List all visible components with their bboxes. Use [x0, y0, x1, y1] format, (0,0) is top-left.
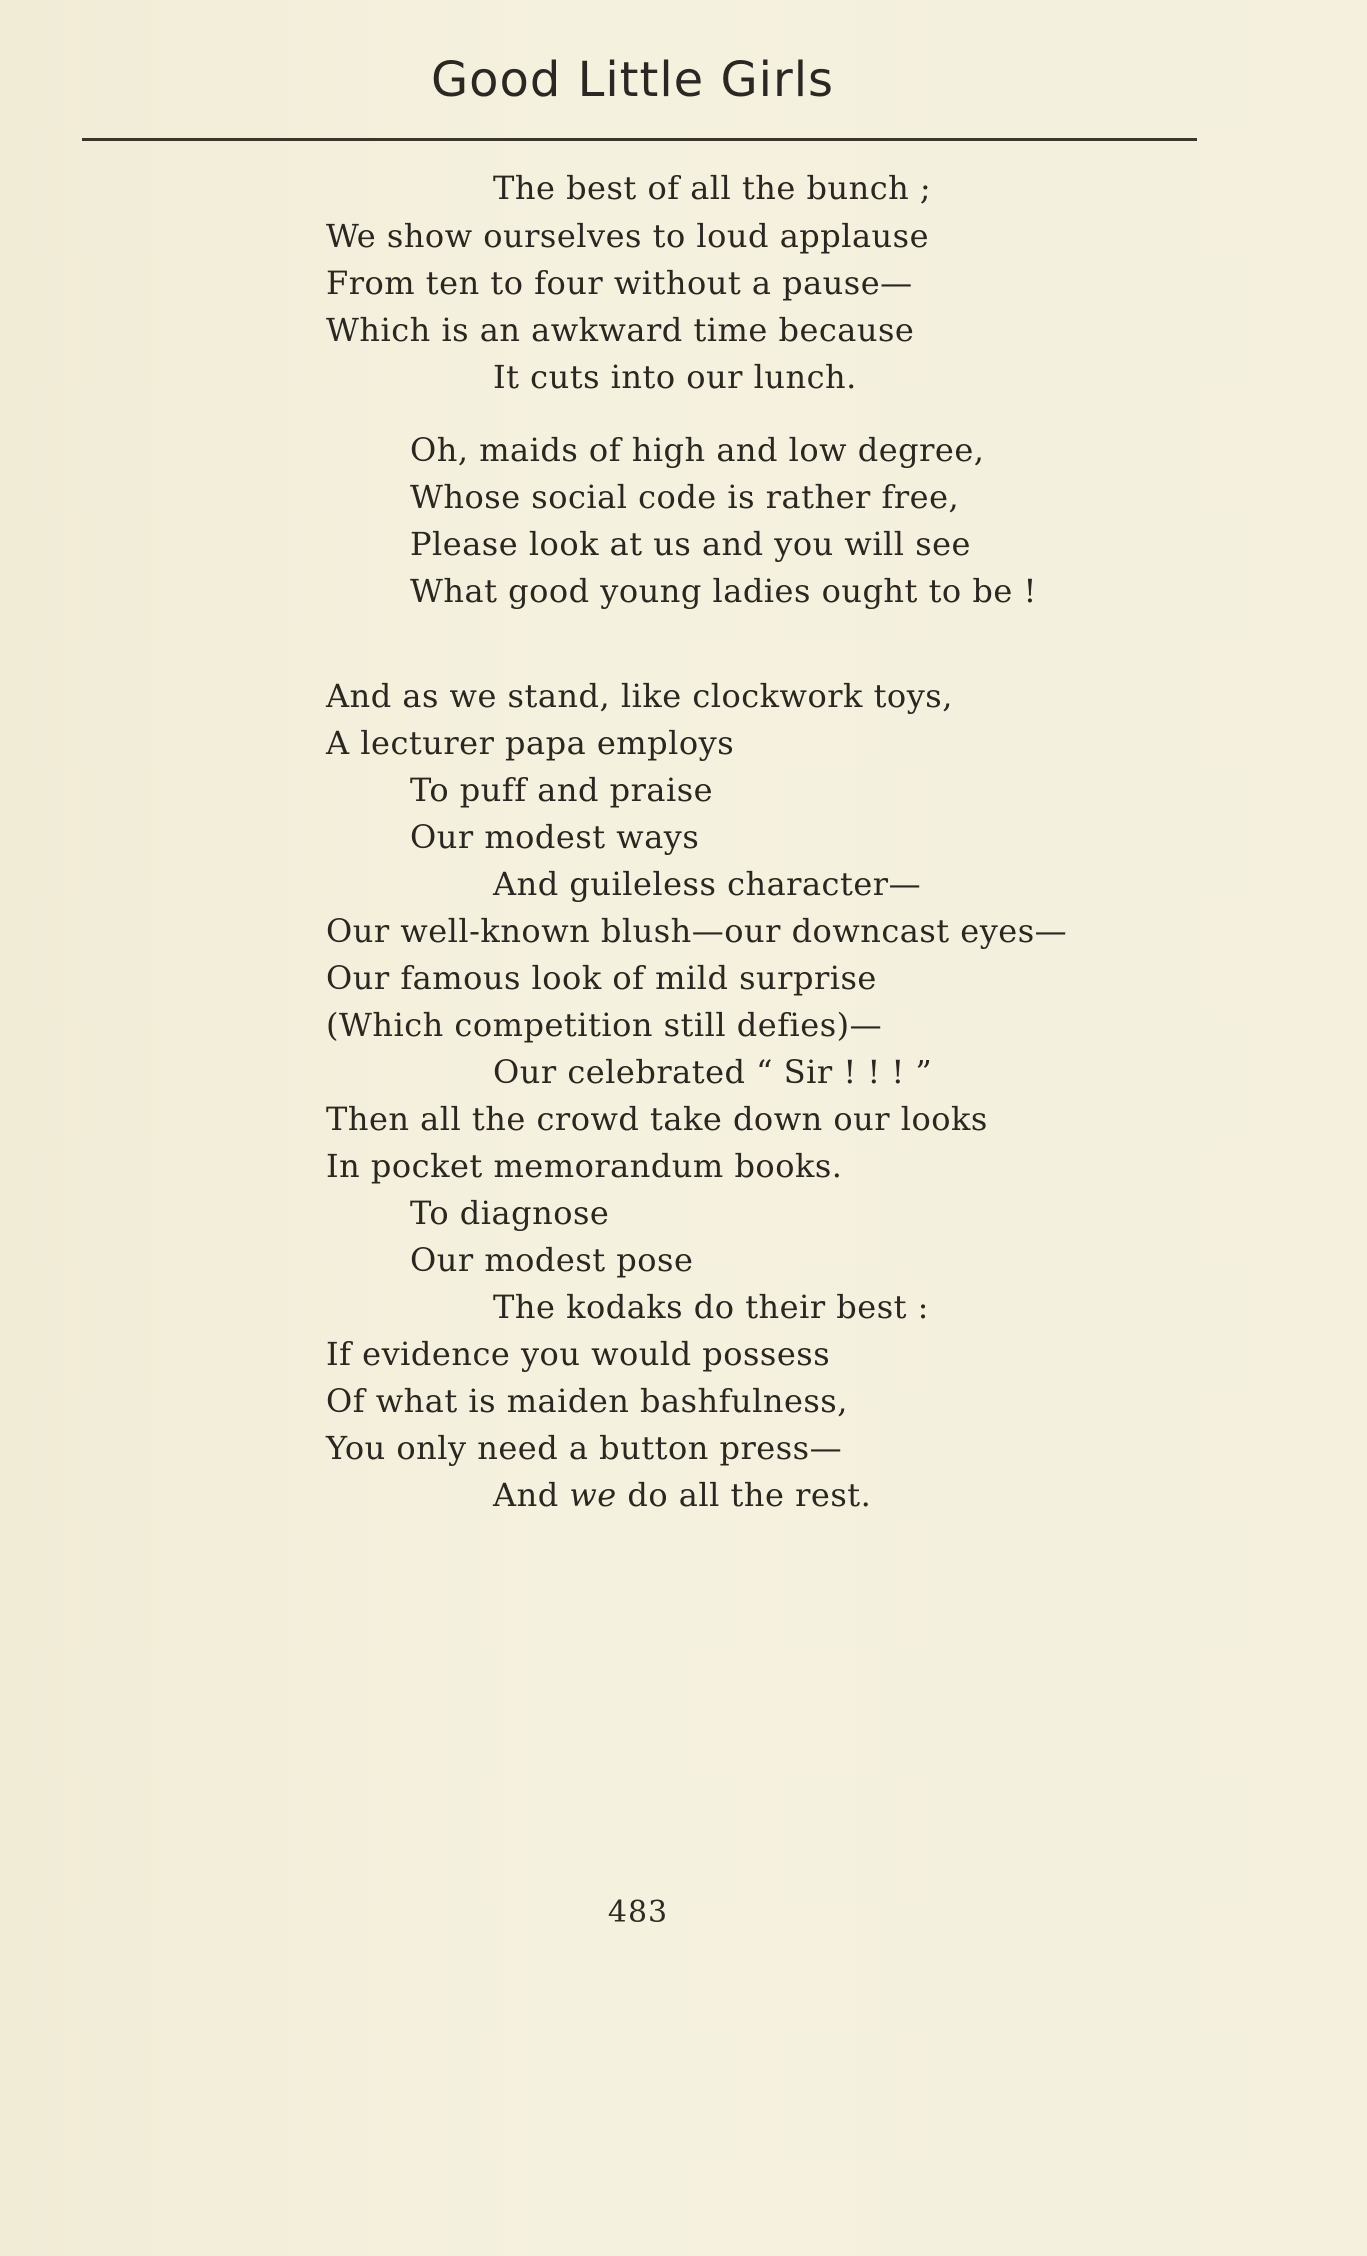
poem-line: And as we stand, like clockwork toys,	[326, 677, 953, 715]
poem-line: It cuts into our lunch.	[493, 358, 857, 396]
poem-line: If evidence you would possess	[326, 1335, 831, 1373]
poem-line: Oh, maids of high and low degree,	[410, 431, 985, 469]
poem-line: (Which competition still defies)—	[326, 1006, 883, 1044]
poem-line-text: And	[493, 1476, 570, 1514]
poem-line: From ten to four without a pause—	[326, 264, 913, 302]
poem-line: Then all the crowd take down our looks	[326, 1100, 988, 1138]
poem-line: To diagnose	[410, 1194, 610, 1232]
poem-line: A lecturer papa employs	[326, 724, 735, 762]
poem-line: Our celebrated “ Sir ! ! ! ”	[493, 1053, 933, 1091]
poem-line: Whose social code is rather free,	[410, 478, 960, 516]
italic-word: we	[569, 1476, 617, 1514]
poem-line: Our well-known blush—our downcast eyes—	[326, 912, 1068, 950]
running-head-title: Good Little Girls	[430, 52, 835, 108]
poem-line: Which is an awkward time because	[326, 311, 915, 349]
poem-line: In pocket memorandum books.	[326, 1147, 843, 1185]
poem-line-text: do all the rest.	[616, 1476, 872, 1514]
poem-line: Of what is maiden bashfulness,	[326, 1382, 848, 1420]
poem-line: What good young ladies ought to be !	[410, 572, 1037, 610]
poem-line: Please look at us and you will see	[410, 525, 971, 563]
poem-line: We show ourselves to loud applause	[326, 217, 930, 255]
poem-line: You only need a button press—	[326, 1429, 843, 1467]
poem-line: Our famous look of mild surprise	[326, 959, 877, 997]
poem-line: And guileless character—	[493, 865, 922, 903]
poem-line: The best of all the bunch ;	[493, 169, 932, 207]
header-rule	[82, 138, 1197, 141]
poem-line: Our modest pose	[410, 1241, 694, 1279]
poem-line: Our modest ways	[410, 818, 700, 856]
poem-line: To puff and praise	[410, 771, 714, 809]
poem-line: The kodaks do their best :	[493, 1288, 929, 1326]
page-number: 483	[607, 1895, 669, 1930]
poem-line	[493, 1475, 871, 1515]
